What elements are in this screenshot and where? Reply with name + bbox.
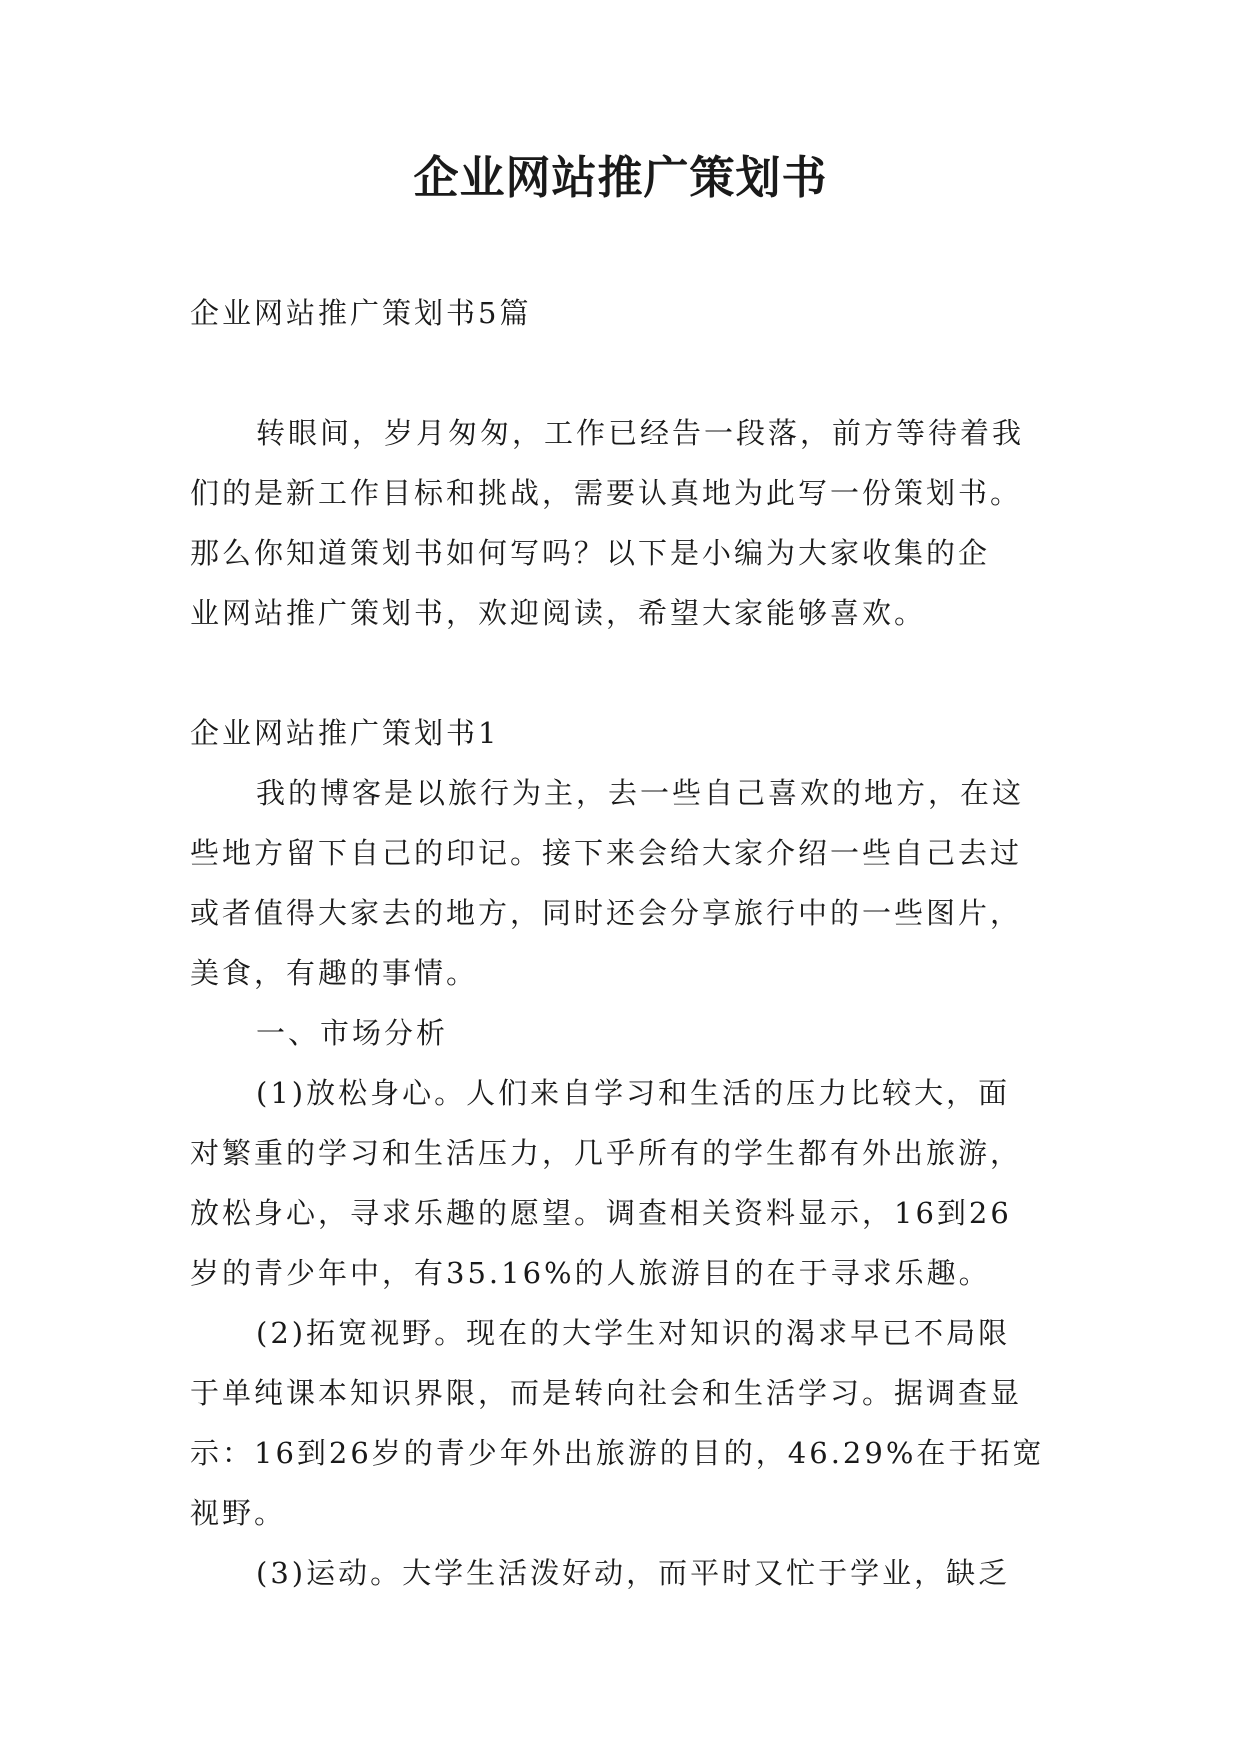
paragraph-line: 岁的青少年中，有35.16%的人旅游目的在于寻求乐趣。 (190, 1256, 991, 1290)
paragraph-line: 对繁重的学习和生活压力，几乎所有的学生都有外出旅游， (190, 1136, 1023, 1170)
point-1-paragraph (190, 1063, 1065, 1303)
paragraph-line: 放松身心，寻求乐趣的愿望。调查相关资料显示，16到26 (190, 1196, 1012, 1230)
section1-paragraph (190, 763, 1065, 1003)
intro-paragraph (190, 403, 1065, 643)
paragraph-line: (2)拓宽视野。现在的大学生对知识的渴求早已不局限 (256, 1316, 1011, 1350)
point-2-paragraph (190, 1303, 1065, 1543)
paragraph-line: 我的博客是以旅行为主，去一些自己喜欢的地方，在这 (256, 776, 1025, 810)
spacer (190, 343, 1065, 403)
section-heading: 企业网站推广策划书1 (190, 716, 500, 750)
paragraph-line: 于单纯课本知识界限，而是转向社会和生活学习。据调查显 (190, 1376, 1023, 1410)
paragraph-line: 或者值得大家去的地方，同时还会分享旅行中的一些图片， (190, 896, 1023, 930)
document-title: 企业网站推广策划书 (413, 151, 828, 204)
paragraph-line: 们的是新工作目标和挑战，需要认真地为此写一份策划书。 (190, 476, 1023, 510)
market-analysis-heading: 一、市场分析 (256, 1016, 449, 1050)
paragraph-line: 转眼间，岁月匆匆，工作已经告一段落，前方等待着我 (256, 416, 1025, 450)
paragraph-line: (3)运动。大学生活泼好动，而平时又忙于学业，缺乏 (256, 1556, 1011, 1590)
paragraph-line: 业网站推广策划书，欢迎阅读，希望大家能够喜欢。 (190, 596, 927, 630)
paragraph-line: (1)放松身心。人们来自学习和生活的压力比较大，面 (256, 1076, 1011, 1110)
document-body (190, 283, 1065, 1603)
paragraph-line: 视野。 (190, 1496, 287, 1530)
paragraph-line: 那么你知道策划书如何写吗？以下是小编为大家收集的企 (190, 536, 991, 570)
paragraph-line: 示：16到26岁的青少年外出旅游的目的，46.29%在于拓宽 (190, 1436, 1045, 1470)
paragraph-line: 些地方留下自己的印记。接下来会给大家介绍一些自己去过 (190, 836, 1023, 870)
document-subtitle: 企业网站推广策划书5篇 (190, 296, 532, 330)
paragraph-line: 美食，有趣的事情。 (190, 956, 479, 990)
point-3-paragraph (190, 1543, 1065, 1603)
spacer (190, 643, 1065, 703)
